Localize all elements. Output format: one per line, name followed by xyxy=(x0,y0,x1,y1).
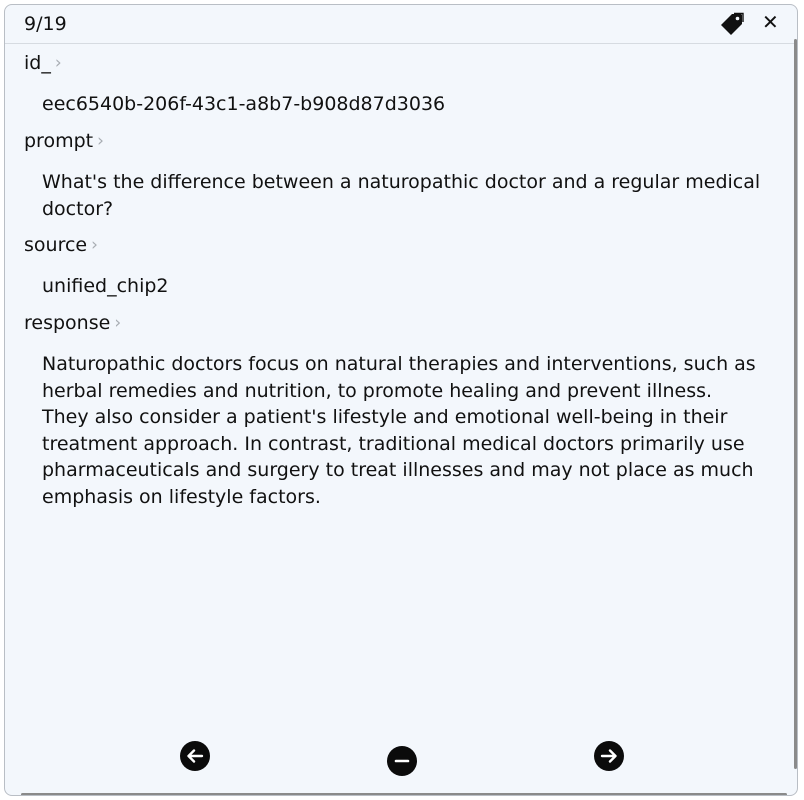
field-label-text: response xyxy=(24,312,111,334)
field-label-text: prompt xyxy=(24,130,94,152)
field-label-source xyxy=(24,234,98,256)
previous-button[interactable] xyxy=(180,741,210,771)
chevron-right-icon[interactable]: › xyxy=(54,53,62,73)
horizontal-scrollbar[interactable] xyxy=(21,793,787,796)
minus-circle-icon xyxy=(387,746,417,776)
field-value-prompt: What's the difference between a naturopathic doctor and a regular medical doctor? xyxy=(42,171,761,220)
field-label-text: source xyxy=(24,234,88,256)
chevron-right-icon[interactable]: › xyxy=(91,235,98,255)
field-label-prompt xyxy=(24,130,104,152)
field-label-text: id_ xyxy=(24,52,51,74)
remove-button[interactable] xyxy=(387,746,417,776)
field-label-response xyxy=(24,312,121,334)
record-viewer-window xyxy=(4,4,798,796)
field-label-id xyxy=(24,52,62,74)
field-value-source: unified_chip2 xyxy=(42,275,169,297)
chevron-right-icon[interactable]: › xyxy=(114,313,122,333)
close-icon[interactable]: ✕ xyxy=(762,10,779,34)
header-bar xyxy=(5,5,797,44)
next-button[interactable] xyxy=(594,741,624,771)
tag-icon[interactable] xyxy=(720,12,744,36)
arrow-left-icon xyxy=(180,741,210,771)
vertical-scrollbar[interactable] xyxy=(794,39,797,769)
chevron-right-icon[interactable]: › xyxy=(97,131,104,151)
arrow-right-icon xyxy=(594,741,624,771)
field-value-response: Naturopathic doctors focus on natural therapies and interventions, such as herbal remedies and nutrition, to promote healing and prevent illness. They also consider a patient's lifestyle and emotional well-being in their treatment approach. In contrast, traditional medical doctors primarily use pharmaceuticals and surgery to treat illnesses and may not place as much emphasis on lifestyle factors. xyxy=(42,353,756,508)
field-value-id: eec6540b-206f-43c1-a8b7-b908d87d3036 xyxy=(42,93,446,115)
record-counter: 9/19 xyxy=(24,13,67,35)
